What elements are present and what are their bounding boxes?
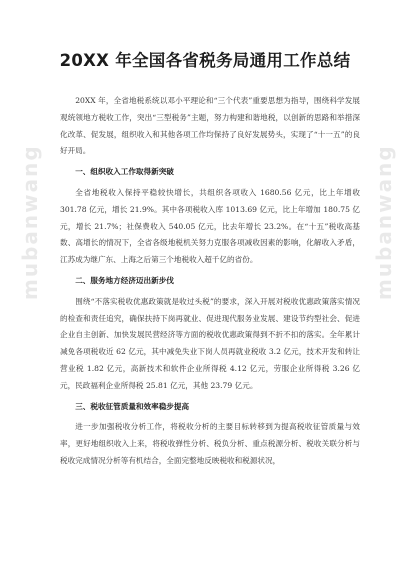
section-heading-3: 三、税收征管质量和效率稳步提高 <box>75 401 190 411</box>
section-heading-1: 一、组织收入工作取得新突破 <box>75 167 174 177</box>
section-2-paragraph: 围绕“不落实税收优惠政策就是收过头税”的要求，深入开展对税收优惠政策落实情况的检查和责任追究，确保扶持下岗再就业、促进现代服务业发展、建设节约型社会、促进企业自主创新、加快发展民营经济等方面的税收优惠政策得到不折不扣的落实。全年累计减免各项税收近 62 亿元，其中减免失业下岗人员再就业税收 3.2 亿元，技术开发和转让营业税 1.82 亿元，高新技术和软件企业所得税 4.12 亿元，劳服企业所得税 3.26 亿元，民政福利企业所得税 25.81 亿元，其他 23.79 亿元。 <box>60 296 360 390</box>
intro-paragraph: 20XX 年，全省地税系统以邓小平理论和“三个代表”重要思想为指导，围绕科学发展观统领地方税收工作，突出“三型税务”主题，努力构建和谐地税，以创新的思路和举措深化改革、促发展，组织收入和其他各项工作均保持了良好发展势头，实现了“十一五”的良好开局。 <box>60 96 360 156</box>
watermark-left: mubanwang <box>18 144 42 300</box>
section-heading-2: 二、服务地方经济迈出新步伐 <box>75 275 174 285</box>
page-title: 20XX 年全国各省税务局通用工作总结 <box>59 51 351 70</box>
section-3-paragraph: 进一步加强税收分析工作，将税收分析的主要目标转移到为提高税收征管质量与效率，更好地组织收入上来，将税收弹性分析、税负分析、重点税源分析、税收关联分析与税收完成情况分析等有机结合，全面完整地反映税收和税源状况， <box>60 422 360 465</box>
document-body <box>60 93 360 470</box>
section-1-paragraph: 全省地税收入保持平稳较快增长，共组织各项收入 1680.56 亿元，比上年增收 301.78 亿元，增长 21.9%。其中各项税收入库 1013.69 亿元，比上年增加 180.75 亿元，增长 21.7%；社保费收入 540.05 亿元，比去年增长 23.2%。在“十五”税收高基数、高增长的情况下，全省各级地税机关努力克服各项减收因素的影响，化解收入矛盾，江苏成为继广东、上海之后第三个地税收入超千亿的省份。 <box>60 187 360 265</box>
watermark-right: mubanwang <box>372 144 396 300</box>
